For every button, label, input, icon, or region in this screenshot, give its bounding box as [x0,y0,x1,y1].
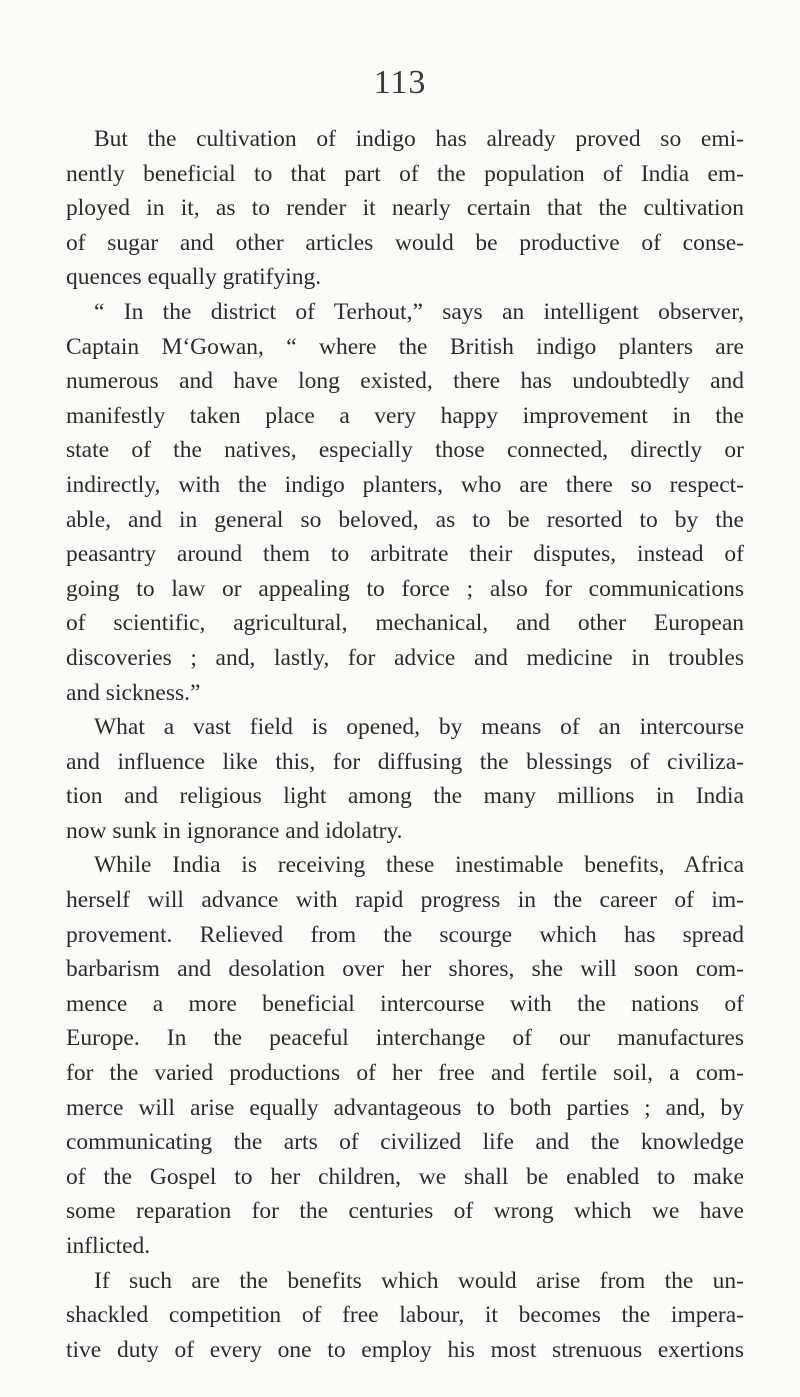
text-line: now sunk in ignorance and idolatry. [66,817,403,844]
text-line: Captain M‘Gowan, “ where the British indigo planters are [66,333,744,360]
page-number: 113 [373,64,427,101]
text-line: for the varied productions of her free and fertile soil, a com- [66,1060,744,1087]
text-line: Europe. In the peaceful interchange of our manufactures [66,1025,744,1052]
text-line: quences equally gratifying. [66,264,322,291]
text-line: But the cultivation of indigo has already proved so emi- [94,126,744,152]
text-line: ployed in it, as to render it nearly certain that the cultivation [66,195,744,222]
text-line: manifestly taken place a very happy improvement in the [66,402,744,429]
text-line: of scientific, agricultural, mechanical, and other European [66,610,744,637]
text-line: provement. Relieved from the scourge which has spread [66,921,744,948]
paragraph [66,295,744,710]
paragraph [66,848,744,1263]
paragraph [66,1264,744,1368]
paragraph [66,710,744,848]
text-line: some reparation for the centuries of wrong which we have [66,1198,744,1225]
text-line: numerous and have long existed, there has undoubtedly and [66,368,744,395]
text-line: What a vast field is opened, by means of an intercourse [94,714,744,741]
text-line: discoveries ; and, lastly, for advice and medicine in troubles [66,644,744,671]
text-line: nently beneficial to that part of the population of India em- [66,160,744,187]
text-line: and influence like this, for diffusing the blessings of civiliza- [66,748,744,775]
text-line: While India is receiving these inestimable benefits, Africa [94,852,744,879]
text-line: shackled competition of free labour, it becomes the impera- [66,1302,744,1329]
text-line: “ In the district of Terhout,” says an intelligent observer, [94,298,744,325]
text-line: of the Gospel to her children, we shall be enabled to make [66,1163,744,1190]
text-line: tive duty of every one to employ his most strenuous exertions [66,1336,744,1363]
text-line: mence a more beneficial intercourse with the nations of [66,990,744,1017]
text-line: barbarism and desolation over her shores, she will soon com- [66,956,744,983]
text-line: and sickness.” [66,679,201,706]
text-line: inflicted. [66,1233,151,1259]
body-text [66,122,744,1367]
text-line: communicating the arts of civilized life and the knowledge [66,1129,744,1156]
text-line: state of the natives, especially those connected, directly or [66,437,744,464]
text-line: tion and religious light among the many millions in India [66,783,744,810]
text-line: able, and in general so beloved, as to be resorted to by the [66,506,744,533]
text-line: indirectly, with the indigo planters, who are there so respect- [66,471,744,498]
paragraph [66,122,744,295]
text-line: going to law or appealing to force ; also for communications [66,575,744,602]
text-line: of sugar and other articles would be productive of conse- [66,229,744,256]
text-line: If such are the benefits which would arise from the un- [94,1267,744,1294]
text-line: herself will advance with rapid progress in the career of im- [66,887,744,914]
text-line: peasantry around them to arbitrate their disputes, instead of [66,541,744,568]
text-line: merce will arise equally advantageous to both parties ; and, by [66,1094,744,1121]
